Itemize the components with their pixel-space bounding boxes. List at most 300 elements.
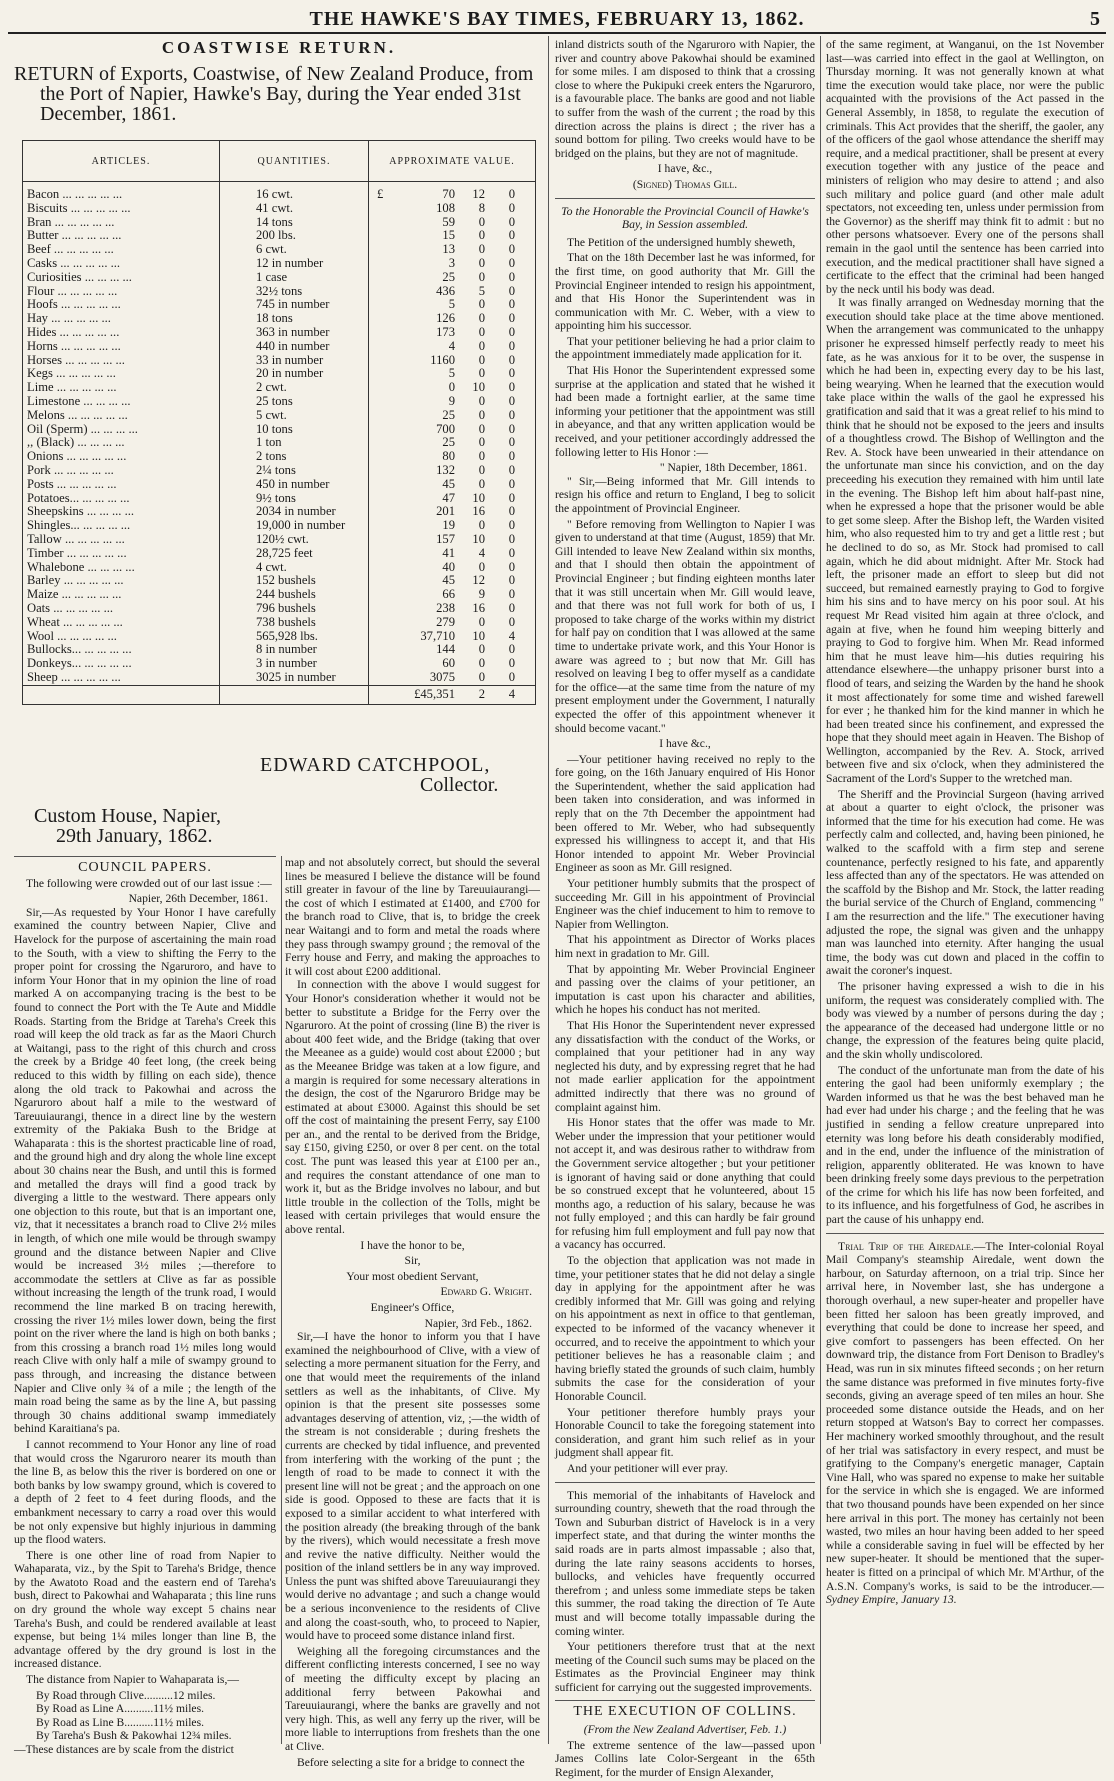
- article-cell: Horses ... ... ... ... ...: [23, 354, 220, 368]
- council-papers: [14, 856, 276, 1757]
- pounds: 173: [436, 324, 455, 339]
- paragraph: inland districts south of the Ngaruroro with Napier, the river and country above Pakowhai should be examined for some miles. I am disposed to think that a crossing close to where the Pukipuki creek enters the Ngaruroro, is a favourable place. The banks are good and not liable to suffer from the wash of the current ; the road by this direction across the plains is direct ; the river has a sound bottom for piling. Two creeks would have to be bridged on the plains, but they are not of magnitude.: [555, 38, 815, 160]
- pounds: 13: [442, 242, 455, 257]
- article-cell: Bullocks... ... ... ... ...: [23, 643, 220, 657]
- quantity-cell: 738 bushels: [220, 616, 369, 630]
- value-cell: [369, 464, 536, 478]
- value-cell: [369, 519, 536, 533]
- quantity-cell: 41 cwt.: [220, 202, 369, 216]
- letter-date: Napier, 26th December, 1861.: [128, 892, 268, 906]
- currency-symbol: [369, 561, 399, 575]
- currency-symbol: [369, 312, 399, 326]
- pounds: 132: [436, 462, 455, 477]
- table-row: [23, 423, 536, 437]
- pence: 0: [508, 200, 515, 215]
- currency-symbol: [369, 395, 399, 409]
- table-row: [23, 182, 536, 202]
- quantity-cell: 796 bushels: [220, 602, 369, 616]
- exports-table-header: [23, 141, 536, 182]
- column-header-quantities: QUANTITIES.: [220, 141, 369, 182]
- value-cell: [369, 340, 536, 354]
- pounds: 25: [442, 407, 455, 422]
- article-cell: Melons ... ... ... ... ...: [23, 409, 220, 423]
- quantity-cell: 745 in number: [220, 298, 369, 312]
- value-cell: [369, 409, 536, 423]
- article-cell: Hoofs ... ... ... ... ...: [23, 298, 220, 312]
- quantity-cell: 18 tons: [220, 312, 369, 326]
- paragraph: That his appointment as Director of Works places him next in gradation to Mr. Gill.: [555, 933, 815, 960]
- pence: 0: [508, 476, 515, 491]
- value-cell: [369, 326, 536, 340]
- value-cell: [369, 423, 536, 437]
- value-cell: [369, 285, 536, 299]
- pounds: 201: [436, 504, 455, 519]
- article-cell: [23, 685, 220, 704]
- quantity-cell: 2 cwt.: [220, 381, 369, 395]
- currency-symbol: [369, 519, 399, 533]
- pence: 0: [508, 421, 515, 436]
- column-header-value: APPROXIMATE VALUE.: [369, 141, 536, 182]
- paragraph: —These distances are by scale from the district: [14, 1743, 234, 1756]
- shillings: 0: [478, 352, 485, 367]
- paragraph: of the same regiment, at Wanganui, on the 1st November last—was carried into effect in the gaol at Wellington, on Thursday morning. It was not generally known at what time the execution would take place, nor were the public acquainted with the provisions of the Act passed in the General Assembly, in 1858, to regulate the execution of criminals. This Act provides that the sheriff, the gaoler, any of the officers of the gaol whose attendance the sheriff may require, and a medical practitioner, shall be present at every execution together with any justice of the peace and ministers of religion who may desire to attend ; and also such military and police guard (and other male adult spectators, not exceeding ten, unless under permission from the Governor) as the sheriff may think fit to admit : but no other persons whatsoever. Every one of the persons shall remain in the gaol until the sentence has been carried into execution, and the medical practitioner shall have signed a certificate to the effect that the criminal had been hanged by the neck until his body was dead.: [826, 38, 1104, 296]
- value-cell: [369, 450, 536, 464]
- shillings: 16: [472, 504, 485, 519]
- paragraph: map and not absolutely correct, but should the several lines be measured I believe the distance will be found still greater in favour of the line by Tareuuiaurangi—the cost of which I estimated at £1400, and £700 for the branch road to Clive, that is, to bridge the creek near Waitangi and to form and metal the roads where they pass through swampy ground ; the removal of the Ferry house and Ferry, and making the approaches to it will cost about £200 additional.: [285, 856, 540, 978]
- pence: 0: [508, 587, 515, 602]
- paragraph: The distance from Napier to Wahaparata is,—: [26, 1673, 239, 1687]
- paragraph: That your petitioner believing he had a prior claim to the appointment immediately made application for it.: [555, 334, 815, 362]
- table-row: [23, 574, 536, 588]
- pence: 0: [508, 504, 515, 519]
- sign-off: I have, &c.,: [657, 162, 713, 176]
- table-row: [23, 533, 536, 547]
- quantity-cell: 6 cwt.: [220, 243, 369, 257]
- paragraph: The conduct of the unfortunate man from the date of his entering the gaol had been uniformly exemplary ; the Warden informed us that he was the best behaved man he had ever had under his charge ; and the feeling that he was justified in sending a fellow creature unprepared into eternity was long before his death considerably modified, and in the end, under the influence of the ministration of religion, apparently obliterated. He was known to have been drinking freely some days previous to the perpetration of the crime for which his life has now been forfeited, and to its influence, and his forgetfulness of God, he ascribes in part the cause of his unhappy end.: [826, 1063, 1104, 1227]
- quantity-cell: 1 ton: [220, 436, 369, 450]
- sign-off: I have the honor to be,: [360, 1238, 465, 1252]
- distance-line: By Road as Line B..........11½ miles.: [36, 1715, 204, 1729]
- table-row: [23, 202, 536, 216]
- currency-symbol: [369, 202, 399, 216]
- quantity-cell: 8 in number: [220, 643, 369, 657]
- value-cell: [369, 354, 536, 368]
- coastwise-return: [14, 38, 544, 705]
- currency-symbol: [369, 367, 399, 381]
- pounds: 25: [442, 269, 455, 284]
- quantity-cell: 363 in number: [220, 326, 369, 340]
- pence: 4: [508, 628, 515, 643]
- shillings: 0: [478, 297, 485, 312]
- divider: [555, 1482, 815, 1483]
- article-cell: Hides ... ... ... ... ...: [23, 326, 220, 340]
- quantity-cell: 3 in number: [220, 657, 369, 671]
- currency-symbol: [369, 216, 399, 230]
- value-cell: [369, 547, 536, 561]
- trial-trip-text: —The Inter-colonial Royal Mail Company's steamship Airedale, went down the harbour, on Saturday afternoon, on a trial trip. Since her arrival here, in November last, she has undergone a thorough overhaul, a new super-heater and propeller have been fitted her saloon has been greatly improved, and everything that could be done to increase her speed, and give comfort to passengers has been effected. On her downward trip, the distance from Fort Denison to Bradley's Head, was run in six minutes fifteed seconds ; on her return the same distance was preformed in five minutes forty-five seconds, giving an average speed of ten miles an hour. She proceeded some distance outside the Heads, and on her return stopped at Watson's Bay to correct her compasses. Her machinery worked smoothly throughout, and the result of her trial was satisfactory in every respect, and must be gratifying to the Company's energetic manager, Captain Vine Hall, who was spared no expense to make her suitable for the service in which she is engaged. We are informed that two thousand pounds have been expended on her since here arrival in this port. The money has certainly not been wasted, two miles an hour having been added to her speed while a considerable saving in fuel will be effected by her new super-heater. It should be mentioned that the super-heater is fitted on a principal of which Mr. M'Arthur, of the A.S.N. Company's works, is said to be the introducer.—: [826, 1239, 1104, 1593]
- pence: 0: [508, 600, 515, 615]
- paragraph: " Sir,—Being informed that Mr. Gill intends to resign his office and return to England, I beg to solicit the appointment of Provincial Engineer.: [555, 474, 815, 515]
- pounds: 126: [436, 311, 455, 326]
- shillings: 0: [478, 435, 485, 450]
- column-rule: [820, 36, 821, 1744]
- trial-trip-source: Sydney Empire, January 13.: [826, 1593, 957, 1607]
- article-cell: Curiosities ... ... ... ...: [23, 271, 220, 285]
- pounds: 70: [442, 187, 455, 201]
- value-cell: [369, 312, 536, 326]
- shillings: 0: [478, 324, 485, 339]
- article-cell: Casks ... ... ... ... ...: [23, 257, 220, 271]
- article-cell: Flour ... ... ... ... ...: [23, 285, 220, 299]
- signature: (Signed) Thomas Gill.: [632, 177, 738, 191]
- currency-symbol: [369, 533, 399, 547]
- signature: Edward G. Wright.: [440, 1285, 532, 1299]
- currency-symbol: [369, 464, 399, 478]
- pounds: 1160: [430, 352, 455, 367]
- quantity-cell: 2 tons: [220, 450, 369, 464]
- collector-role: Collector.: [420, 774, 499, 796]
- shillings: 0: [478, 214, 485, 229]
- custom-house-date: 29th January, 1862.: [56, 825, 213, 847]
- shillings: 10: [472, 531, 485, 546]
- shillings: 0: [478, 338, 485, 353]
- pence: 0: [508, 449, 515, 464]
- exports-table: [22, 140, 536, 705]
- paragraph: The Sheriff and the Provincial Surgeon (having arrived at about a quarter to eight o'clock, the prisoner was informed that the time for his execution had come. He was perfectly calm and collected, and, having been pinioned, he walked to the scaffold with a firm step and serene countenance, perfectly resigned to his fate, and apparently less affected than any of the spectators. He was attended on the scaffold by the Bishop and Mr. Stock, the latter reading the burial service of the Church of England, commencing " I am the resurrection and the life." The executioner having adjusted the rope, the signal was given and the unhappy man was launched into eternity. After hanging the usual time, the body was cut down and placed in the coffin to await the coroner's inquest.: [826, 787, 1104, 978]
- pounds: 59: [442, 214, 455, 229]
- pence: 0: [508, 669, 515, 684]
- pounds: 66: [442, 587, 455, 602]
- pence: 0: [508, 255, 515, 270]
- article-cell: Maize ... ... ... ... ...: [23, 588, 220, 602]
- value-cell: [369, 271, 536, 285]
- pounds: 9: [448, 393, 455, 408]
- pence: 0: [508, 242, 515, 257]
- article-cell: ,, (Black) ... ... ... ...: [23, 436, 220, 450]
- article-cell: Horns ... ... ... ... ...: [23, 340, 220, 354]
- divider: [555, 198, 815, 199]
- shillings: 0: [478, 656, 485, 671]
- currency-symbol: [369, 243, 399, 257]
- shillings: 10: [472, 380, 485, 395]
- quantity-cell: 450 in number: [220, 478, 369, 492]
- quantity-cell: 33 in number: [220, 354, 369, 368]
- column-rule: [281, 856, 282, 1744]
- currency-symbol: £: [377, 187, 384, 201]
- quantity-cell: 200 lbs.: [220, 229, 369, 243]
- pounds: 41: [442, 545, 455, 560]
- currency-symbol: [369, 298, 399, 312]
- quantity-cell: 19,000 in number: [220, 519, 369, 533]
- table-row: [23, 285, 536, 299]
- pence: 0: [508, 187, 515, 201]
- shillings: 0: [478, 366, 485, 381]
- distance-line: By Road through Clive..........12 miles.: [36, 1688, 216, 1702]
- pence: 0: [508, 518, 515, 533]
- table-row: [23, 616, 536, 630]
- pence: 0: [508, 614, 515, 629]
- value-cell: [369, 381, 536, 395]
- shillings: 0: [478, 242, 485, 257]
- shillings: 0: [478, 269, 485, 284]
- article-cell: Butter ... ... ... ... ...: [23, 229, 220, 243]
- table-row: [23, 464, 536, 478]
- quantity-cell: 4 cwt.: [220, 561, 369, 575]
- currency-symbol: [369, 326, 399, 340]
- pence: 0: [508, 380, 515, 395]
- value-cell: [369, 257, 536, 271]
- table-row: [23, 354, 536, 368]
- total-row: [23, 685, 536, 704]
- shillings: 10: [472, 490, 485, 505]
- article-cell: Biscuits ... ... ... ... ...: [23, 202, 220, 216]
- pounds: 19: [442, 518, 455, 533]
- currency-symbol: [369, 630, 399, 644]
- currency-symbol: [369, 657, 399, 671]
- distance-line: By Tareha's Bush & Pakowhai 12¾ miles.: [36, 1729, 232, 1743]
- article-cell: Sheepskins ... ... ... ...: [23, 505, 220, 519]
- currency-symbol: [369, 340, 399, 354]
- table-row: [23, 381, 536, 395]
- pence: 0: [508, 228, 515, 243]
- table-row: [23, 478, 536, 492]
- quantity-cell: 2034 in number: [220, 505, 369, 519]
- table-row: [23, 630, 536, 644]
- currency-symbol: [369, 257, 399, 271]
- value-cell: [369, 202, 536, 216]
- table-row: [23, 505, 536, 519]
- article-cell: Shingles... ... ... ... ...: [23, 519, 220, 533]
- article-cell: Donkeys... ... ... ... ...: [23, 657, 220, 671]
- shillings: 16: [472, 600, 485, 615]
- value-cell: [369, 505, 536, 519]
- paragraph: To the objection that application was not made in time, your petitioner states that he did not delay a single day in applying for the appointment after he was credibly informed that Mr. Gill was going and relying on his appointment as next in office to that gentleman, expected to be informed of the vacancy whenever it occurred, and to receive the appointment to which your petitioner believes he has a reasonable claim ; and having briefly stated the grounds of such claim, humbly submits the case for the consideration of your Honorable Council.: [555, 1254, 815, 1403]
- pounds: 80: [442, 449, 455, 464]
- article-cell: Lime ... ... ... ... ...: [23, 381, 220, 395]
- currency-symbol: [369, 478, 399, 492]
- paragraph: His Honor states that the offer was made to Mr. Weber under the impression that your petitioner would not accept it, and was desirous rather to withdraw from the Government service altogether ; but your petitioner is ignorant of having said or done anything that could be so construed except that he volunteered, about 15 months ago, a reduction of his salary, because he was not fully employed ; and this can hardly be fair ground for refusing him full employment and full pay now that a vacancy has occurred.: [555, 1116, 815, 1252]
- shillings: 0: [478, 559, 485, 574]
- pounds: 15: [442, 228, 455, 243]
- coastwise-heading: COASTWISE RETURN.: [161, 38, 397, 57]
- currency-symbol: [369, 229, 399, 243]
- quantity-cell: 12 in number: [220, 257, 369, 271]
- value-cell: [369, 243, 536, 257]
- total-pence: 4: [508, 686, 515, 701]
- quantity-cell: 32½ tons: [220, 285, 369, 299]
- currency-symbol: [369, 671, 399, 685]
- table-row: [23, 257, 536, 271]
- paragraph: Your petitioner therefore humbly prays your Honorable Council to take the foregoing statement into consideration, and grant him such relief as in your judgment shall appear fit.: [555, 1405, 815, 1460]
- value-cell: [369, 574, 536, 588]
- paragraph: The Petition of the undersigned humbly sheweth,: [567, 235, 796, 249]
- table-row: [23, 643, 536, 657]
- table-row: [23, 395, 536, 409]
- article-cell: Limestone ... ... ... ...: [23, 395, 220, 409]
- table-row: [23, 588, 536, 602]
- table-row: [23, 243, 536, 257]
- value-cell: [369, 602, 536, 616]
- shillings: 8: [478, 200, 485, 215]
- article-cell: Beef ... ... ... ... ...: [23, 243, 220, 257]
- currency-symbol: [369, 409, 399, 423]
- shillings: 0: [478, 614, 485, 629]
- table-row: [23, 671, 536, 685]
- pence: 0: [508, 407, 515, 422]
- pence: 0: [508, 642, 515, 657]
- paragraph: It was finally arranged on Wednesday morning that the execution should take place at the time above mentioned. When the arrangement was communicated to the unhappy prisoner he expressed himself perfectly ready to meet his fate, as he was anxious for it to be over, the suspense in which he had been in, expecting every day to be his last, being wearying. When he learned that the execution would take place within the walls of the gaol he expressed his gratification and said that it was a great relief to his mind to think that he should not be exposed to the jeers and insults of a thoughtless crowd. The Bishop of Wellington and the Rev. A. Stock have been unwearied in their attendance on the unfortunate man since his conviction, and on the day preceeding his execution they remained with him until late in the evening. The Bishop left him about half-past nine, when he expressed a hope that the prisoner would be able to get some sleep. After the Bishop left, the Warden visited him, who also requested him to try and get a little rest ; but he declined to do so, as Mr. Stock had promised to call again, which he did about midnight. After Mr. Stock had left, the prisoner made an effort to sleep but did not succeed, but remained earnestly praying to God to forgive him his sins and to have mercy on his poor soul. At his request Mr Read visited him again at three o'clock, and again at five, when he found him weeping bitterly and praying to God to forgive him. When Mr. Read informed him that he must leave him—his duties requiring his attendance elsewhere—the unhappy prisoner burst into a flood of tears, and seizing the Warden by the hand he shook it most affectionately for some time and wished farewell for ever ; he thanked him for the kind manner in which he had been treated since his confinement, and expressed the hope that they should meet again in Heaven. The Bishop of Wellington, accompanied by the Rev. A. Stock, arrived between five and six o'clock, when they administered the Sacrament of the Lord's Supper to the wretched man.: [826, 296, 1104, 786]
- paragraph: The prisoner having expressed a wish to die in his uniform, the request was considerately complied with. The body was viewed by a number of persons during the day ; the appearance of the deceased had undergone little or no change, the expression of the features being quite placid, and the skin wholly undiscolored.: [826, 979, 1104, 1061]
- currency-symbol: [369, 616, 399, 630]
- collector-signature: [260, 755, 498, 795]
- quantity-cell: 1 case: [220, 271, 369, 285]
- pence: 0: [508, 352, 515, 367]
- pence: 0: [508, 462, 515, 477]
- article-cell: Bran ... ... ... ... ...: [23, 216, 220, 230]
- pence: 0: [508, 573, 515, 588]
- pence: 0: [508, 393, 515, 408]
- currency-symbol: [369, 643, 399, 657]
- value-cell: [369, 298, 536, 312]
- masthead-title: THE HAWKE'S BAY TIMES, FEBRUARY 13, 1862.: [309, 8, 805, 30]
- value-cell: [369, 616, 536, 630]
- table-row: [23, 409, 536, 423]
- shillings: 0: [478, 518, 485, 533]
- pence: 0: [508, 214, 515, 229]
- column-header-articles: ARTICLES.: [23, 141, 220, 182]
- pounds: 25: [442, 435, 455, 450]
- pence: 0: [508, 311, 515, 326]
- shillings: 0: [478, 407, 485, 422]
- petition-column: [555, 38, 815, 1781]
- shillings: 12: [472, 573, 485, 588]
- currency-symbol: [369, 492, 399, 506]
- council-intro: The following were crowded out of our last issue :—: [26, 876, 272, 890]
- pounds: 157: [436, 531, 455, 546]
- article-cell: Oil (Sperm) ... ... ... ...: [23, 423, 220, 437]
- column-rule: [548, 36, 549, 1744]
- quantity-cell: 440 in number: [220, 340, 369, 354]
- pounds: 144: [436, 642, 455, 657]
- quantity-cell: 20 in number: [220, 367, 369, 381]
- value-cell: [369, 630, 536, 644]
- value-cell: [369, 561, 536, 575]
- table-row: [23, 602, 536, 616]
- pounds: 0: [448, 380, 455, 395]
- pounds: 436: [436, 283, 455, 298]
- quantity-cell: 3025 in number: [220, 671, 369, 685]
- paragraph: Your petitioner humbly submits that the prospect of succeeding Mr. Gill in his appointment of Provincial Engineer was the chief inducement to him to remove to Napier from Wellington.: [555, 877, 815, 931]
- table-row: [23, 436, 536, 450]
- currency-symbol: [369, 423, 399, 437]
- table-row: [23, 271, 536, 285]
- table-row: [23, 312, 536, 326]
- currency-symbol: [369, 381, 399, 395]
- pence: 0: [508, 435, 515, 450]
- article-cell: Tallow ... ... ... ... ...: [23, 533, 220, 547]
- value-cell: [369, 367, 536, 381]
- table-row: [23, 367, 536, 381]
- pence: 0: [508, 338, 515, 353]
- value-cell: [369, 671, 536, 685]
- value-cell: [369, 533, 536, 547]
- shillings: 0: [478, 449, 485, 464]
- article-cell: Oats ... ... ... ... ...: [23, 602, 220, 616]
- execution-heading: THE EXECUTION OF COLLINS.: [555, 1700, 815, 1719]
- page-number: 5: [1090, 8, 1100, 30]
- quantity-cell: 28,725 feet: [220, 547, 369, 561]
- currency-symbol: [369, 436, 399, 450]
- pounds: 108: [436, 200, 455, 215]
- pence: 0: [508, 559, 515, 574]
- article-cell: Whalebone ... ... ... ...: [23, 561, 220, 575]
- shillings: 5: [478, 283, 485, 298]
- paragraph: Your petitioners therefore trust that at the next meeting of the Council such sums may be placed on the Estimates as the Provincial Engineer may think sufficient for carrying out the suggested improvements.: [555, 1640, 815, 1694]
- total-pounds: £45,351: [414, 686, 455, 701]
- paragraph: I cannot recommend to Your Honor any line of road that would cross the Ngaruroro nearer its mouth than the line B, as below this the river is bordered on one or both banks by low swampy ground, which is covered to a depth of 2 feet to 4 feet during floods, and the embankment necessary to carry a road over this would be not only expensive but highly injurious in damming up the flood waters.: [14, 1437, 276, 1547]
- office-line: Engineer's Office,: [370, 1301, 455, 1314]
- shillings: 0: [478, 669, 485, 684]
- pence: 0: [508, 531, 515, 546]
- pounds: 60: [442, 656, 455, 671]
- council-heading: COUNCIL PAPERS.: [14, 856, 276, 875]
- total-value-cell: [369, 685, 536, 704]
- shillings: 0: [478, 476, 485, 491]
- value-cell: [369, 229, 536, 243]
- article-cell: Wheat ... ... ... ... ...: [23, 616, 220, 630]
- paragraph: The extreme sentence of the law—passed upon James Collins late Color-Sergeant in the 65th Regiment, for the murder of Ensign Alexander,: [555, 1738, 815, 1779]
- pence: 0: [508, 545, 515, 560]
- pence: 0: [508, 297, 515, 312]
- quantity-cell: 5 cwt.: [220, 409, 369, 423]
- article-cell: Timber ... ... ... ... ...: [23, 547, 220, 561]
- quantity-cell: 14 tons: [220, 216, 369, 230]
- masthead: [0, 6, 1114, 32]
- paragraph: That His Honor the Superintendent expressed some surprise at the application and stated that he wished it had been made a fortnight earlier, at the same time informing your petitioner that the appointment was still in abeyance, and that any written application would be received, and your petitioner accordingly addressed the following letter to His Honor :—: [555, 364, 815, 459]
- pence: 0: [508, 490, 515, 505]
- value-cell: [369, 588, 536, 602]
- petition-heading: To the Honorable the Provincial Council of Hawke's Bay, in Session assembled.: [561, 203, 809, 232]
- currency-symbol: [369, 547, 399, 561]
- table-row: [23, 340, 536, 354]
- pounds: 3: [448, 255, 455, 270]
- table-row: [23, 298, 536, 312]
- pounds: 47: [442, 490, 455, 505]
- quantity-cell: 244 bushels: [220, 588, 369, 602]
- execution-source: (From the New Zealand Advertiser, Feb. 1.): [583, 1723, 787, 1737]
- paragraph: Sir,—I have the honor to inform you that I have examined the neighbourhood of Clive, with a view of selecting a more permanent situation for the Ferry, and one that would meet the requirements of the inland settlers as well as the inhabitants, of Clive. My opinion is that the present site possesses some advantages deserving of attention, viz, ;—the width of the stream is not considerable ; during freshets the currents are checked by tidal influence, and prevented from interfering with the working of the punt ; the length of road to be made to connect it with the present line will not be great ; and the approach on one side is good. Opposed to these are facts that it is exposed to a similar accident to what interfered with the position already (the breaking through of the bank by the rivers), which would necessitate a fresh move and revive the native difficulty. Neither would the position of the inland settlers be in any way improved. Unless the punt was shifted above Tareuuiaurangi they would derive no advantage ; and such a change would be a serious inconvenience to the residents of Clive and along the coast-south, who, to proceed to Napier, would have to proceed some distance inland first.: [285, 1330, 540, 1643]
- paragraph: Weighing all the foregoing circumstances and the different conflicting interests concerned, I see no way of meeting the difficulty except by placing an additional ferry between Pakowhai and Tareuuiaurangi, where the banks are gravelly and not very high. This, as well any ferry up the river, will be more liable to interruptions from freshets than the one at Clive.: [285, 1644, 540, 1753]
- shillings: 0: [478, 462, 485, 477]
- quantity-cell: [220, 685, 369, 704]
- table-row: [23, 561, 536, 575]
- shillings: 0: [478, 421, 485, 436]
- distance-line: By Road as Line A..........11½ miles.: [36, 1702, 204, 1716]
- value-cell: [369, 643, 536, 657]
- shillings: 0: [478, 311, 485, 326]
- sign-off: Your most obedient Servant,: [346, 1269, 479, 1283]
- table-row: [23, 216, 536, 230]
- pounds: 45: [442, 476, 455, 491]
- article-cell: Kegs ... ... ... ... ...: [23, 367, 220, 381]
- quantity-cell: 152 bushels: [220, 574, 369, 588]
- paragraph: [826, 1240, 1104, 1607]
- value-cell: [369, 478, 536, 492]
- article-cell: Sheep ... ... ... ... ...: [23, 671, 220, 685]
- table-row: [23, 450, 536, 464]
- shillings: 9: [478, 587, 485, 602]
- trial-trip-heading: Trial Trip of the Airedale.: [838, 1239, 974, 1253]
